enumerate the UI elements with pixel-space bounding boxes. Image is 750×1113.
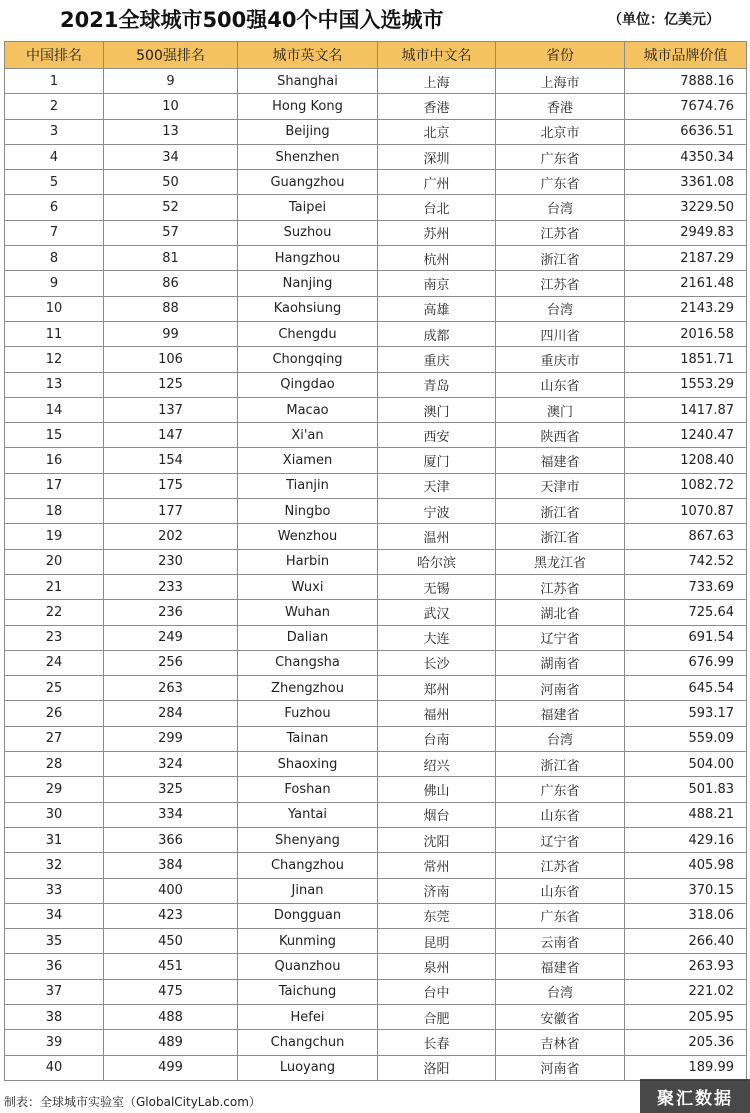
global-rank-cell: 99 [104, 321, 238, 346]
column-header: 中国排名 [5, 42, 104, 69]
table-row [5, 650, 747, 675]
china-rank-cell: 20 [5, 549, 104, 574]
global-rank-cell: 384 [104, 853, 238, 878]
global-rank-cell: 177 [104, 499, 238, 524]
province-cell: 重庆市 [496, 347, 625, 372]
table-row [5, 499, 747, 524]
city-chinese-name-cell: 武汉 [378, 600, 496, 625]
table-row [5, 1004, 747, 1029]
table-row [5, 397, 747, 422]
watermark-logo: 聚汇数据 [640, 1079, 750, 1113]
city-chinese-name-cell: 南京 [378, 271, 496, 296]
city-english-name-cell: Qingdao [238, 372, 378, 397]
city-chinese-name-cell: 绍兴 [378, 752, 496, 777]
brand-value-cell: 2143.29 [625, 296, 747, 321]
city-english-name-cell: Shenzhen [238, 144, 378, 169]
province-cell: 广东省 [496, 170, 625, 195]
table-row [5, 220, 747, 245]
global-rank-cell: 423 [104, 903, 238, 928]
city-english-name-cell: Chengdu [238, 321, 378, 346]
china-rank-cell: 22 [5, 600, 104, 625]
brand-value-cell: 7674.76 [625, 94, 747, 119]
table-row [5, 170, 747, 195]
china-rank-cell: 23 [5, 625, 104, 650]
brand-value-cell: 263.93 [625, 954, 747, 979]
city-chinese-name-cell: 天津 [378, 473, 496, 498]
city-english-name-cell: Wuxi [238, 574, 378, 599]
city-english-name-cell: Taipei [238, 195, 378, 220]
city-english-name-cell: Kunming [238, 929, 378, 954]
city-chinese-name-cell: 深圳 [378, 144, 496, 169]
china-rank-cell: 3 [5, 119, 104, 144]
city-english-name-cell: Xiamen [238, 448, 378, 473]
city-english-name-cell: Wuhan [238, 600, 378, 625]
brand-value-cell: 1208.40 [625, 448, 747, 473]
city-chinese-name-cell: 长春 [378, 1030, 496, 1055]
city-chinese-name-cell: 合肥 [378, 1004, 496, 1029]
china-rank-cell: 37 [5, 979, 104, 1004]
global-rank-cell: 50 [104, 170, 238, 195]
brand-value-cell: 7888.16 [625, 69, 747, 94]
table-row [5, 701, 747, 726]
city-english-name-cell: Hefei [238, 1004, 378, 1029]
china-rank-cell: 26 [5, 701, 104, 726]
table-row [5, 853, 747, 878]
province-cell: 台湾 [496, 979, 625, 1004]
city-english-name-cell: Hangzhou [238, 246, 378, 271]
city-english-name-cell: Tianjin [238, 473, 378, 498]
city-chinese-name-cell: 青岛 [378, 372, 496, 397]
city-chinese-name-cell: 北京 [378, 119, 496, 144]
brand-value-cell: 2016.58 [625, 321, 747, 346]
city-ranking-table [4, 41, 747, 1081]
global-rank-cell: 137 [104, 397, 238, 422]
city-english-name-cell: Shenyang [238, 827, 378, 852]
province-cell: 吉林省 [496, 1030, 625, 1055]
table-row [5, 802, 747, 827]
city-english-name-cell: Xi'an [238, 423, 378, 448]
table-header-row [5, 42, 747, 69]
province-cell: 广东省 [496, 903, 625, 928]
brand-value-cell: 1082.72 [625, 473, 747, 498]
table-row [5, 903, 747, 928]
province-cell: 北京市 [496, 119, 625, 144]
brand-value-cell: 221.02 [625, 979, 747, 1004]
city-chinese-name-cell: 厦门 [378, 448, 496, 473]
brand-value-cell: 205.95 [625, 1004, 747, 1029]
global-rank-cell: 230 [104, 549, 238, 574]
china-rank-cell: 32 [5, 853, 104, 878]
global-rank-cell: 334 [104, 802, 238, 827]
table-row [5, 372, 747, 397]
brand-value-cell: 2187.29 [625, 246, 747, 271]
china-rank-cell: 33 [5, 878, 104, 903]
table-row [5, 423, 747, 448]
city-english-name-cell: Kaohsiung [238, 296, 378, 321]
brand-value-cell: 266.40 [625, 929, 747, 954]
brand-value-cell: 318.06 [625, 903, 747, 928]
global-rank-cell: 86 [104, 271, 238, 296]
city-english-name-cell: Quanzhou [238, 954, 378, 979]
brand-value-cell: 559.09 [625, 726, 747, 751]
city-english-name-cell: Jinan [238, 878, 378, 903]
city-english-name-cell: Macao [238, 397, 378, 422]
province-cell: 福建省 [496, 448, 625, 473]
city-chinese-name-cell: 宁波 [378, 499, 496, 524]
city-chinese-name-cell: 泉州 [378, 954, 496, 979]
province-cell: 湖南省 [496, 650, 625, 675]
table-row [5, 878, 747, 903]
column-header: 省份 [496, 42, 625, 69]
global-rank-cell: 263 [104, 676, 238, 701]
brand-value-cell: 3361.08 [625, 170, 747, 195]
province-cell: 香港 [496, 94, 625, 119]
china-rank-cell: 9 [5, 271, 104, 296]
brand-value-cell: 4350.34 [625, 144, 747, 169]
city-english-name-cell: Chongqing [238, 347, 378, 372]
table-row [5, 144, 747, 169]
china-rank-cell: 36 [5, 954, 104, 979]
china-rank-cell: 11 [5, 321, 104, 346]
city-english-name-cell: Wenzhou [238, 524, 378, 549]
province-cell: 山东省 [496, 802, 625, 827]
city-english-name-cell: Guangzhou [238, 170, 378, 195]
column-header: 城市中文名 [378, 42, 496, 69]
page-title: 2021全球城市500强40个中国入选城市 [60, 8, 444, 32]
city-english-name-cell: Changsha [238, 650, 378, 675]
city-chinese-name-cell: 长沙 [378, 650, 496, 675]
china-rank-cell: 7 [5, 220, 104, 245]
china-rank-cell: 14 [5, 397, 104, 422]
global-rank-cell: 154 [104, 448, 238, 473]
city-english-name-cell: Nanjing [238, 271, 378, 296]
china-rank-cell: 15 [5, 423, 104, 448]
brand-value-cell: 1070.87 [625, 499, 747, 524]
city-chinese-name-cell: 温州 [378, 524, 496, 549]
page-header [0, 0, 750, 40]
china-rank-cell: 35 [5, 929, 104, 954]
global-rank-cell: 324 [104, 752, 238, 777]
table-row [5, 1055, 747, 1080]
brand-value-cell: 1417.87 [625, 397, 747, 422]
global-rank-cell: 147 [104, 423, 238, 448]
province-cell: 江苏省 [496, 271, 625, 296]
province-cell: 黑龙江省 [496, 549, 625, 574]
brand-value-cell: 504.00 [625, 752, 747, 777]
brand-value-cell: 645.54 [625, 676, 747, 701]
province-cell: 福建省 [496, 954, 625, 979]
city-chinese-name-cell: 成都 [378, 321, 496, 346]
global-rank-cell: 88 [104, 296, 238, 321]
province-cell: 安徽省 [496, 1004, 625, 1029]
brand-value-cell: 488.21 [625, 802, 747, 827]
province-cell: 上海市 [496, 69, 625, 94]
city-english-name-cell: Changzhou [238, 853, 378, 878]
global-rank-cell: 451 [104, 954, 238, 979]
city-chinese-name-cell: 广州 [378, 170, 496, 195]
china-rank-cell: 25 [5, 676, 104, 701]
table-row [5, 296, 747, 321]
city-english-name-cell: Foshan [238, 777, 378, 802]
city-english-name-cell: Ningbo [238, 499, 378, 524]
table-row [5, 271, 747, 296]
brand-value-cell: 742.52 [625, 549, 747, 574]
province-cell: 四川省 [496, 321, 625, 346]
city-english-name-cell: Beijing [238, 119, 378, 144]
table-row [5, 954, 747, 979]
province-cell: 河南省 [496, 1055, 625, 1080]
global-rank-cell: 249 [104, 625, 238, 650]
global-rank-cell: 81 [104, 246, 238, 271]
province-cell: 浙江省 [496, 524, 625, 549]
table-row [5, 752, 747, 777]
province-cell: 辽宁省 [496, 827, 625, 852]
table-row [5, 524, 747, 549]
city-chinese-name-cell: 台南 [378, 726, 496, 751]
global-rank-cell: 57 [104, 220, 238, 245]
city-english-name-cell: Dalian [238, 625, 378, 650]
global-rank-cell: 475 [104, 979, 238, 1004]
city-chinese-name-cell: 杭州 [378, 246, 496, 271]
china-rank-cell: 16 [5, 448, 104, 473]
city-english-name-cell: Harbin [238, 549, 378, 574]
china-rank-cell: 38 [5, 1004, 104, 1029]
table-row [5, 827, 747, 852]
city-chinese-name-cell: 台中 [378, 979, 496, 1004]
province-cell: 台湾 [496, 195, 625, 220]
brand-value-cell: 1240.47 [625, 423, 747, 448]
global-rank-cell: 13 [104, 119, 238, 144]
city-chinese-name-cell: 台北 [378, 195, 496, 220]
city-chinese-name-cell: 洛阳 [378, 1055, 496, 1080]
city-chinese-name-cell: 澳门 [378, 397, 496, 422]
table-row [5, 549, 747, 574]
global-rank-cell: 202 [104, 524, 238, 549]
china-rank-cell: 6 [5, 195, 104, 220]
province-cell: 云南省 [496, 929, 625, 954]
table-row [5, 69, 747, 94]
table-row [5, 195, 747, 220]
china-rank-cell: 27 [5, 726, 104, 751]
city-english-name-cell: Shaoxing [238, 752, 378, 777]
brand-value-cell: 691.54 [625, 625, 747, 650]
city-chinese-name-cell: 郑州 [378, 676, 496, 701]
table-row [5, 929, 747, 954]
brand-value-cell: 2161.48 [625, 271, 747, 296]
city-english-name-cell: Taichung [238, 979, 378, 1004]
table-row [5, 600, 747, 625]
city-english-name-cell: Suzhou [238, 220, 378, 245]
global-rank-cell: 233 [104, 574, 238, 599]
global-rank-cell: 299 [104, 726, 238, 751]
province-cell: 江苏省 [496, 220, 625, 245]
province-cell: 陕西省 [496, 423, 625, 448]
global-rank-cell: 284 [104, 701, 238, 726]
global-rank-cell: 52 [104, 195, 238, 220]
global-rank-cell: 125 [104, 372, 238, 397]
brand-value-cell: 2949.83 [625, 220, 747, 245]
china-rank-cell: 30 [5, 802, 104, 827]
china-rank-cell: 2 [5, 94, 104, 119]
china-rank-cell: 40 [5, 1055, 104, 1080]
brand-value-cell: 370.15 [625, 878, 747, 903]
city-chinese-name-cell: 昆明 [378, 929, 496, 954]
column-header: 500强排名 [104, 42, 238, 69]
city-english-name-cell: Yantai [238, 802, 378, 827]
province-cell: 澳门 [496, 397, 625, 422]
city-chinese-name-cell: 佛山 [378, 777, 496, 802]
province-cell: 浙江省 [496, 246, 625, 271]
china-rank-cell: 8 [5, 246, 104, 271]
province-cell: 台湾 [496, 726, 625, 751]
table-row [5, 94, 747, 119]
global-rank-cell: 9 [104, 69, 238, 94]
brand-value-cell: 429.16 [625, 827, 747, 852]
china-rank-cell: 1 [5, 69, 104, 94]
china-rank-cell: 31 [5, 827, 104, 852]
brand-value-cell: 189.99 [625, 1055, 747, 1080]
global-rank-cell: 450 [104, 929, 238, 954]
city-english-name-cell: Fuzhou [238, 701, 378, 726]
city-chinese-name-cell: 沈阳 [378, 827, 496, 852]
city-chinese-name-cell: 福州 [378, 701, 496, 726]
global-rank-cell: 489 [104, 1030, 238, 1055]
province-cell: 台湾 [496, 296, 625, 321]
china-rank-cell: 29 [5, 777, 104, 802]
global-rank-cell: 400 [104, 878, 238, 903]
china-rank-cell: 34 [5, 903, 104, 928]
brand-value-cell: 867.63 [625, 524, 747, 549]
table-row [5, 448, 747, 473]
table-row [5, 625, 747, 650]
table-row [5, 1030, 747, 1055]
province-cell: 江苏省 [496, 574, 625, 599]
city-english-name-cell: Zhengzhou [238, 676, 378, 701]
city-english-name-cell: Hong Kong [238, 94, 378, 119]
china-rank-cell: 18 [5, 499, 104, 524]
table-row [5, 574, 747, 599]
city-chinese-name-cell: 烟台 [378, 802, 496, 827]
global-rank-cell: 34 [104, 144, 238, 169]
province-cell: 山东省 [496, 878, 625, 903]
province-cell: 天津市 [496, 473, 625, 498]
province-cell: 辽宁省 [496, 625, 625, 650]
city-english-name-cell: Tainan [238, 726, 378, 751]
city-chinese-name-cell: 高雄 [378, 296, 496, 321]
global-rank-cell: 106 [104, 347, 238, 372]
city-english-name-cell: Luoyang [238, 1055, 378, 1080]
table-row [5, 979, 747, 1004]
province-cell: 广东省 [496, 777, 625, 802]
brand-value-cell: 205.36 [625, 1030, 747, 1055]
china-rank-cell: 19 [5, 524, 104, 549]
city-chinese-name-cell: 香港 [378, 94, 496, 119]
global-rank-cell: 175 [104, 473, 238, 498]
source-credit: 制表：全球城市实验室（GlobalCityLab.com） [4, 1095, 261, 1109]
city-chinese-name-cell: 重庆 [378, 347, 496, 372]
china-rank-cell: 4 [5, 144, 104, 169]
brand-value-cell: 725.64 [625, 600, 747, 625]
province-cell: 福建省 [496, 701, 625, 726]
china-rank-cell: 17 [5, 473, 104, 498]
table-body [5, 69, 747, 1081]
province-cell: 广东省 [496, 144, 625, 169]
brand-value-cell: 501.83 [625, 777, 747, 802]
table-row [5, 347, 747, 372]
province-cell: 山东省 [496, 372, 625, 397]
column-header: 城市品牌价值 [625, 42, 747, 69]
city-english-name-cell: Dongguan [238, 903, 378, 928]
china-rank-cell: 12 [5, 347, 104, 372]
china-rank-cell: 28 [5, 752, 104, 777]
city-chinese-name-cell: 哈尔滨 [378, 549, 496, 574]
global-rank-cell: 236 [104, 600, 238, 625]
city-chinese-name-cell: 大连 [378, 625, 496, 650]
brand-value-cell: 733.69 [625, 574, 747, 599]
city-chinese-name-cell: 常州 [378, 853, 496, 878]
brand-value-cell: 1851.71 [625, 347, 747, 372]
province-cell: 江苏省 [496, 853, 625, 878]
brand-value-cell: 3229.50 [625, 195, 747, 220]
table-row [5, 676, 747, 701]
city-chinese-name-cell: 苏州 [378, 220, 496, 245]
brand-value-cell: 6636.51 [625, 119, 747, 144]
province-cell: 浙江省 [496, 499, 625, 524]
province-cell: 浙江省 [496, 752, 625, 777]
brand-value-cell: 1553.29 [625, 372, 747, 397]
global-rank-cell: 256 [104, 650, 238, 675]
province-cell: 河南省 [496, 676, 625, 701]
city-chinese-name-cell: 东莞 [378, 903, 496, 928]
unit-label: （单位：亿美元） [608, 12, 720, 28]
china-rank-cell: 10 [5, 296, 104, 321]
city-chinese-name-cell: 西安 [378, 423, 496, 448]
global-rank-cell: 488 [104, 1004, 238, 1029]
brand-value-cell: 593.17 [625, 701, 747, 726]
city-chinese-name-cell: 济南 [378, 878, 496, 903]
brand-value-cell: 405.98 [625, 853, 747, 878]
china-rank-cell: 5 [5, 170, 104, 195]
table-row [5, 473, 747, 498]
brand-value-cell: 676.99 [625, 650, 747, 675]
global-rank-cell: 499 [104, 1055, 238, 1080]
china-rank-cell: 24 [5, 650, 104, 675]
global-rank-cell: 10 [104, 94, 238, 119]
column-header: 城市英文名 [238, 42, 378, 69]
city-chinese-name-cell: 上海 [378, 69, 496, 94]
province-cell: 湖北省 [496, 600, 625, 625]
china-rank-cell: 21 [5, 574, 104, 599]
table-row [5, 119, 747, 144]
table-row [5, 246, 747, 271]
global-rank-cell: 366 [104, 827, 238, 852]
table-row [5, 777, 747, 802]
china-rank-cell: 13 [5, 372, 104, 397]
table-row [5, 726, 747, 751]
global-rank-cell: 325 [104, 777, 238, 802]
city-chinese-name-cell: 无锡 [378, 574, 496, 599]
china-rank-cell: 39 [5, 1030, 104, 1055]
city-english-name-cell: Changchun [238, 1030, 378, 1055]
table-row [5, 321, 747, 346]
city-english-name-cell: Shanghai [238, 69, 378, 94]
